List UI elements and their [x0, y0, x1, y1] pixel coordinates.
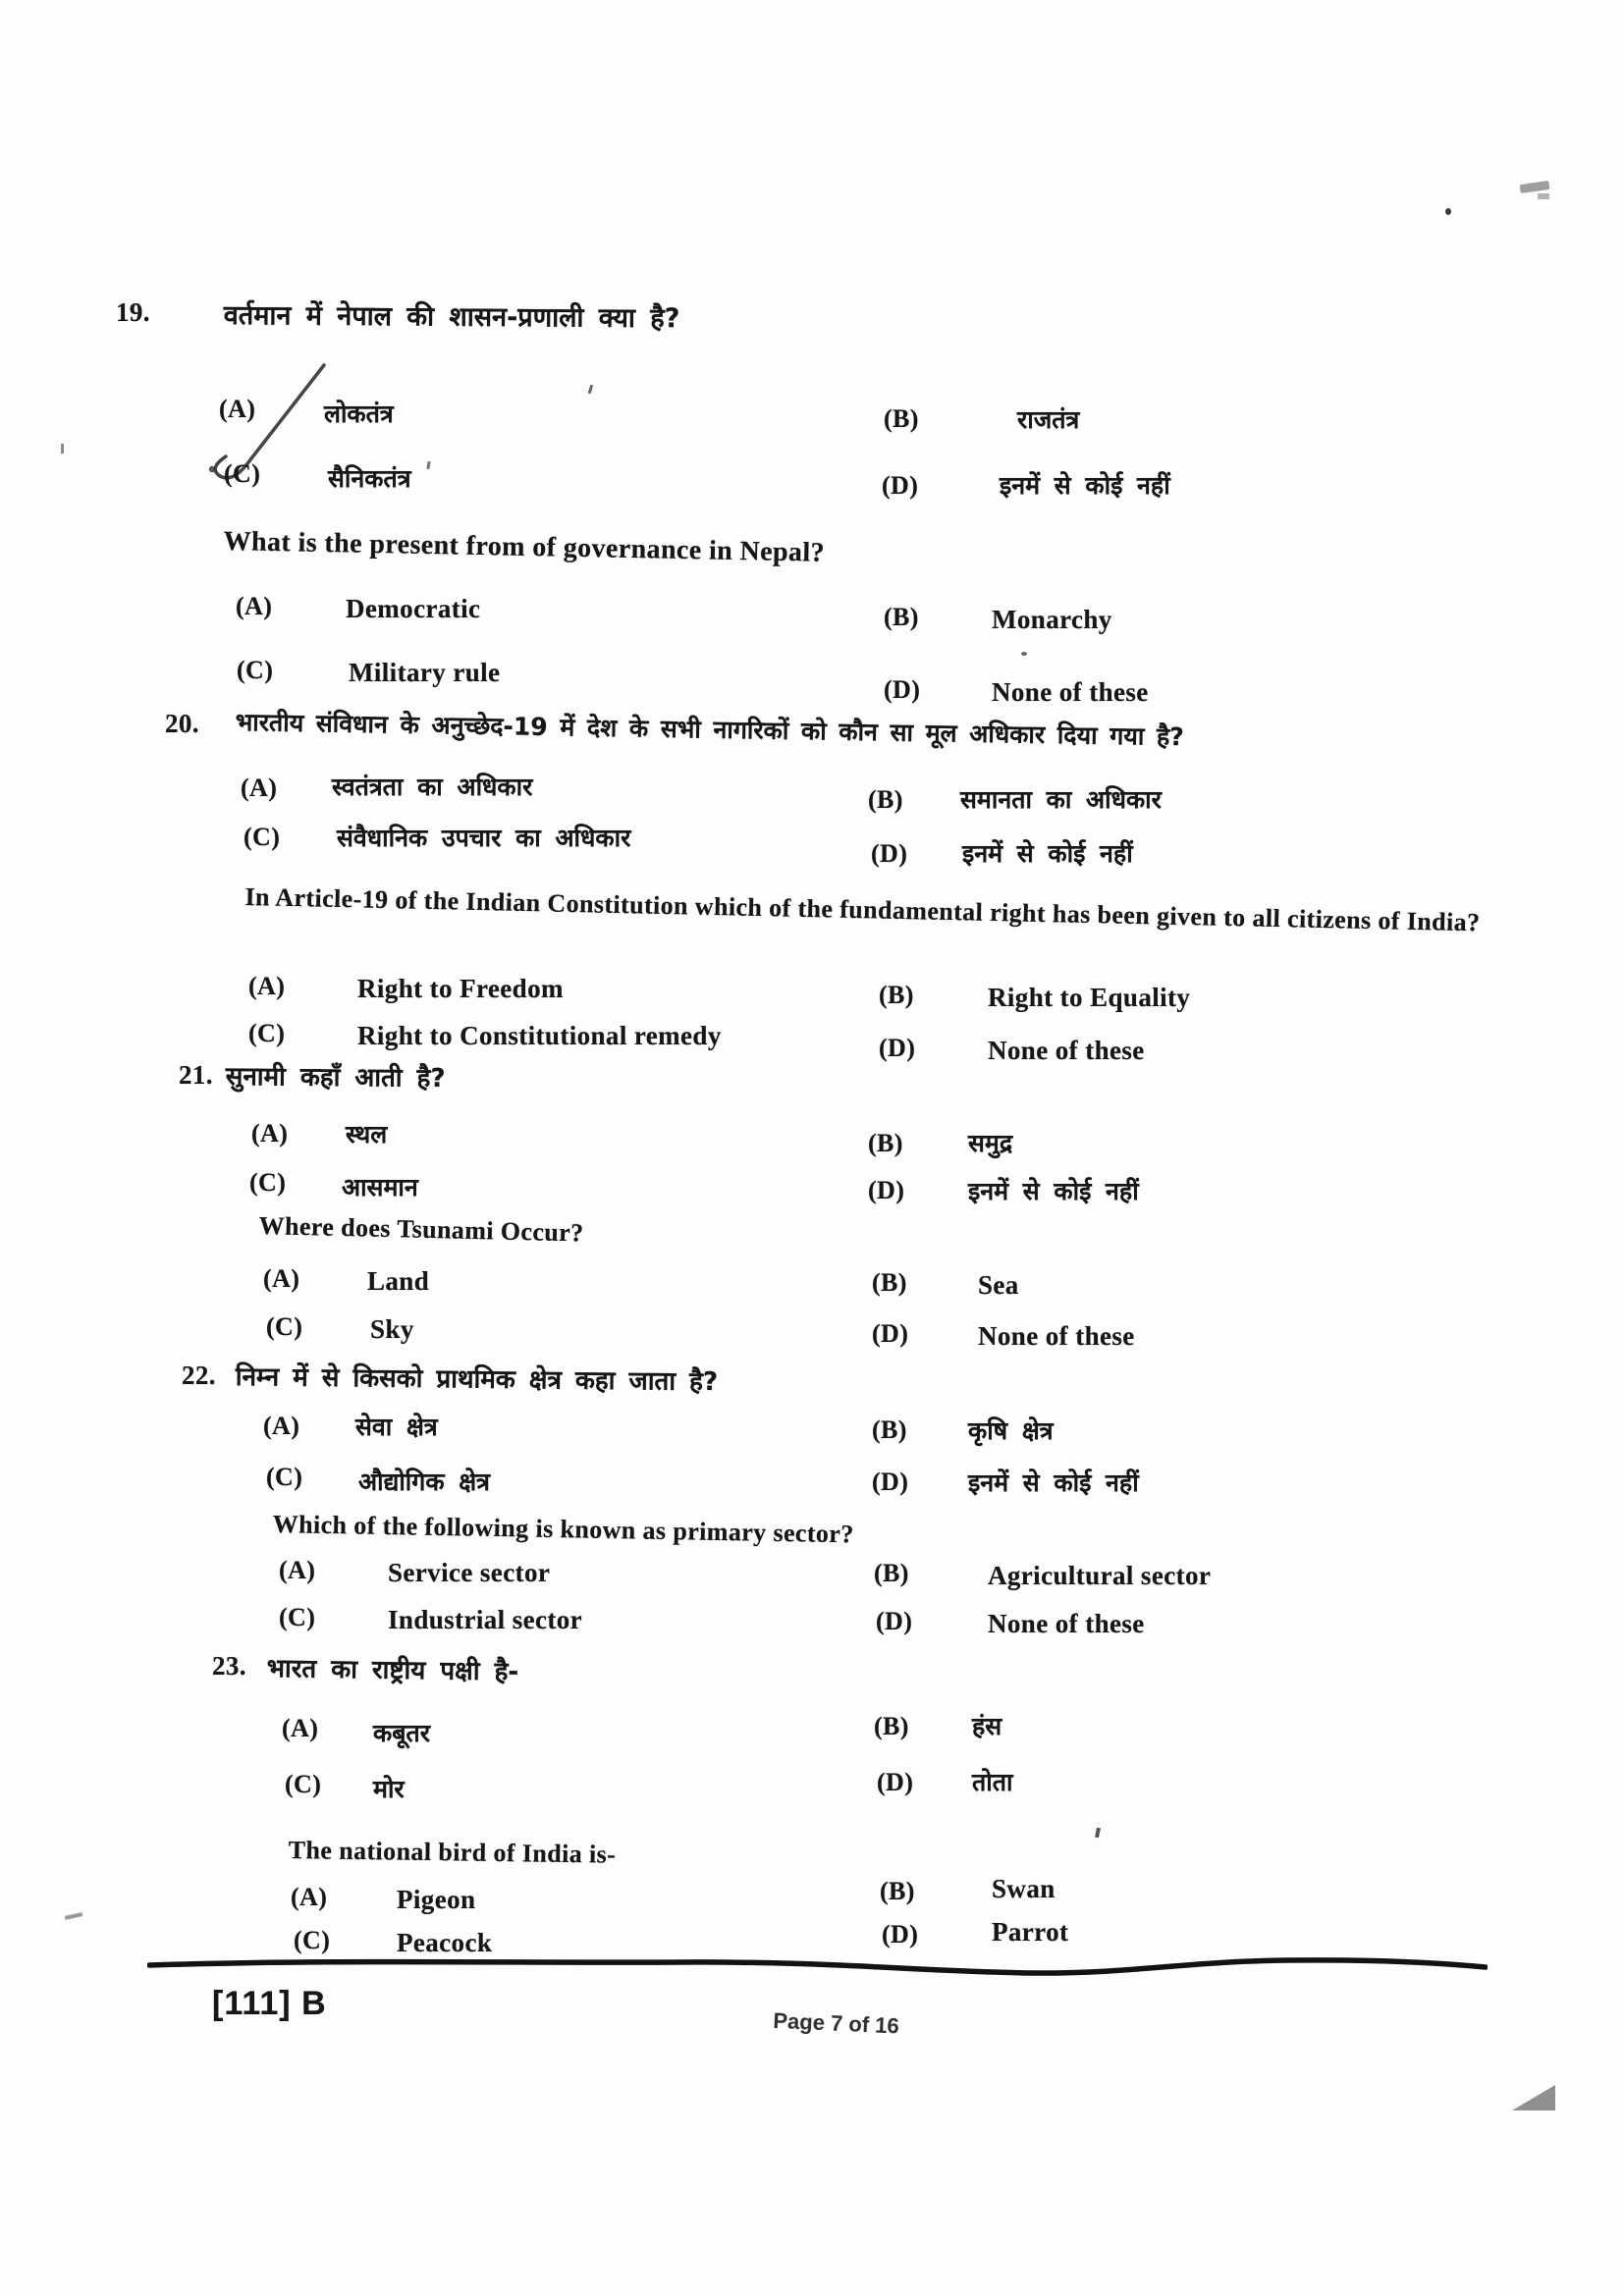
option-c-label: (C)	[285, 1770, 322, 1798]
option-b-text-english: Right to Equality	[988, 983, 1191, 1012]
option-d-label: (D)	[879, 1034, 916, 1062]
scan-artifact-smudge	[1520, 181, 1550, 193]
option-a-label: (A)	[248, 972, 286, 1000]
question-text-english: Which of the following is known as primary sector?	[272, 1510, 854, 1549]
option-c-text-english: Right to Constitutional remedy	[357, 1021, 722, 1050]
question-text-english: The national bird of India is-	[288, 1836, 617, 1869]
scan-artifact-corner-triangle	[1512, 2085, 1555, 2110]
question-number: 19.	[116, 297, 150, 327]
option-b-label: (B)	[884, 603, 919, 631]
option-c-text-english: Industrial sector	[388, 1605, 583, 1634]
option-a-text-hindi: लोकतंत्र	[324, 400, 394, 428]
question-text-hindi: भारत का राष्ट्रीय पक्षी है-	[266, 1653, 519, 1687]
option-a-text-english: Right to Freedom	[357, 974, 564, 1003]
option-d-label: (D)	[872, 1468, 909, 1496]
option-b-text-hindi: समानता का अधिकार	[960, 785, 1162, 814]
question-number: 23.	[212, 1651, 246, 1681]
option-c-text-hindi: मोर	[373, 1775, 405, 1803]
option-a-text-english: Pigeon	[397, 1885, 476, 1914]
option-d-text-english: None of these	[988, 1036, 1145, 1065]
option-c-label: (C)	[244, 823, 281, 851]
option-d-label: (D)	[882, 471, 919, 500]
option-d-label: (D)	[884, 675, 921, 704]
option-a-label: (A)	[251, 1119, 289, 1148]
option-d-label: (D)	[882, 1920, 919, 1949]
question-number: 22.	[182, 1361, 216, 1390]
option-d-text-english: Parrot	[992, 1917, 1069, 1947]
option-b-label: (B)	[874, 1712, 909, 1740]
scan-artifact-speck	[1095, 1828, 1101, 1839]
question-number: 20.	[165, 709, 199, 738]
option-d-text-english: None of these	[978, 1321, 1135, 1351]
option-d-text-english: None of these	[988, 1609, 1145, 1638]
option-c-label: (C)	[224, 459, 261, 488]
option-c-text-hindi: औद्योगिक क्षेत्र	[358, 1468, 490, 1496]
scan-artifact-smudge	[1538, 193, 1549, 199]
option-b-text-english: Monarchy	[992, 605, 1112, 634]
option-a-text-hindi: स्वतंत्रता का अधिकार	[332, 773, 533, 801]
option-c-label: (C)	[266, 1312, 303, 1341]
question-text-hindi: भारतीय संविधान के अनुच्छेद-19 में देश के सभी नागरिकों को कौन सा मूल अधिकार दिया गया है?	[235, 707, 1185, 752]
scan-artifact-speck	[426, 461, 430, 469]
option-b-label: (B)	[872, 1268, 907, 1297]
scan-artifact-speck	[61, 444, 64, 454]
option-c-text-hindi: संवैधानिक उपचार का अधिकार	[337, 824, 631, 852]
option-a-label: (A)	[282, 1714, 319, 1742]
question-text-english: Where does Tsunami Occur?	[258, 1211, 584, 1248]
option-c-text-english: Sky	[370, 1314, 414, 1344]
option-d-text-hindi: इनमें से कोई नहीं	[968, 1468, 1139, 1497]
option-b-text-hindi: कृषि क्षेत्र	[968, 1416, 1054, 1445]
option-d-label: (D)	[876, 1607, 913, 1635]
option-a-text-hindi: स्थल	[346, 1120, 388, 1148]
option-c-text-hindi: आसमान	[342, 1173, 418, 1201]
option-c-text-hindi: सैनिकतंत्र	[328, 464, 411, 493]
footer-page-number: Page 7 of 16	[772, 2008, 900, 2039]
option-b-text-hindi: समुद्र	[968, 1129, 1013, 1157]
question-text-english: What is the present from of governance in Nepal?	[223, 526, 826, 568]
option-b-label: (B)	[884, 404, 919, 433]
question-text-english: In Article-19 of the Indian Constitution which of the fundamental right has been given to all citizens of India?	[244, 881, 1481, 937]
option-d-label: (D)	[877, 1768, 914, 1796]
option-b-text-hindi: राजतंत्र	[1017, 405, 1080, 434]
option-b-label: (B)	[872, 1415, 907, 1444]
option-a-label: (A)	[279, 1556, 316, 1584]
option-a-label: (A)	[263, 1412, 300, 1440]
option-b-label: (B)	[874, 1559, 909, 1587]
option-d-label: (D)	[868, 1176, 905, 1204]
option-c-label: (C)	[248, 1019, 286, 1047]
option-d-text-hindi: तोता	[972, 1768, 1013, 1796]
option-c-label: (C)	[237, 656, 274, 684]
footer-rule	[147, 1953, 1488, 1981]
option-d-text-hindi: इनमें से कोई नहीं	[962, 839, 1133, 868]
option-a-label: (A)	[263, 1264, 300, 1293]
option-a-label: (A)	[241, 774, 278, 802]
scan-artifact-dot	[1021, 652, 1027, 656]
option-a-label: (A)	[219, 395, 256, 423]
question-text-hindi: वर्तमान में नेपाल की शासन-प्रणाली क्या है?	[223, 299, 680, 335]
scan-artifact-dash	[65, 1912, 82, 1920]
option-a-text-hindi: कबूतर	[373, 1719, 430, 1747]
option-a-text-english: Democratic	[346, 594, 481, 623]
option-b-text-hindi: हंस	[972, 1712, 1002, 1740]
option-b-label: (B)	[880, 1877, 915, 1905]
option-c-text-english: Military rule	[349, 658, 501, 687]
option-d-label: (D)	[872, 1319, 909, 1348]
option-b-text-english: Sea	[978, 1270, 1019, 1300]
option-b-text-english: Swan	[992, 1874, 1056, 1903]
option-c-text-english: Peacock	[397, 1928, 493, 1957]
option-c-label: (C)	[279, 1603, 316, 1631]
option-b-label: (B)	[868, 785, 903, 814]
option-c-label: (C)	[249, 1168, 287, 1197]
option-c-label: (C)	[266, 1463, 303, 1491]
scan-artifact-speck	[588, 385, 594, 394]
option-d-text-hindi: इनमें से कोई नहीं	[1000, 471, 1170, 500]
option-b-text-english: Agricultural sector	[988, 1561, 1212, 1590]
footer-booklet-code: [111] B	[212, 1985, 327, 2022]
question-text-hindi: सुनामी कहाँ आती है?	[225, 1061, 446, 1094]
question-text-hindi: निम्न में से किसको प्राथमिक क्षेत्र कहा जाता है?	[235, 1362, 719, 1398]
option-d-text-english: None of these	[992, 677, 1149, 707]
option-d-label: (D)	[871, 839, 908, 868]
option-a-text-english: Land	[367, 1266, 430, 1296]
option-a-label: (A)	[236, 592, 273, 620]
option-d-text-hindi: इनमें से कोई नहीं	[968, 1177, 1139, 1205]
option-a-label: (A)	[291, 1883, 328, 1911]
option-a-text-hindi: सेवा क्षेत्र	[355, 1413, 438, 1441]
option-b-label: (B)	[868, 1129, 903, 1157]
option-a-text-english: Service sector	[388, 1558, 551, 1587]
question-number: 21.	[179, 1060, 213, 1090]
option-b-label: (B)	[879, 981, 914, 1009]
option-c-label: (C)	[294, 1926, 331, 1954]
scan-artifact-dot	[1445, 208, 1451, 215]
